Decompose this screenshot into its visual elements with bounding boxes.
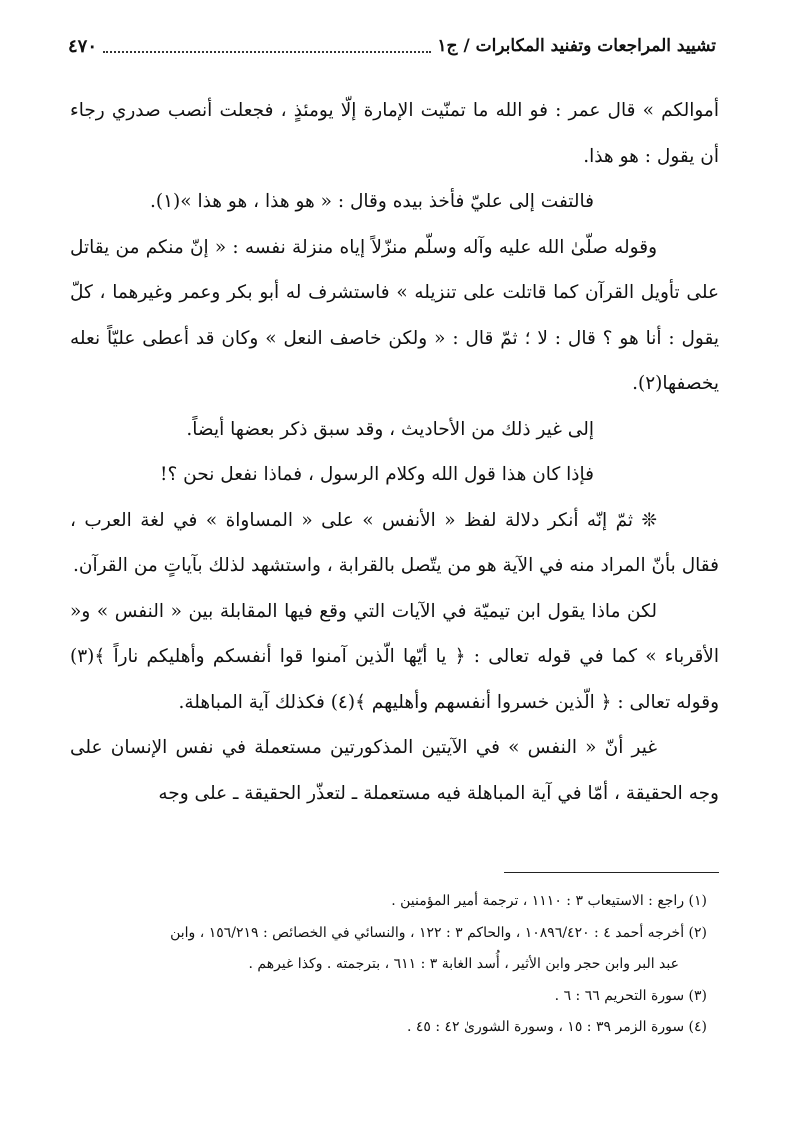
main-text bbox=[70, 88, 719, 816]
running-title: تشييد المراجعات وتفنيد المكابرات / ج١ bbox=[437, 36, 716, 56]
paragraph: أموالكم » قال عمر : فو الله ما تمنّيت الإمارة إلّا يومئذٍ ، فجعلت أنصب صدري رجاء أن يقول : هو هذا. bbox=[70, 100, 719, 167]
footnote: (٢) أخرجه أحمد ٤ : ١٠٨٩٦/٤٢٠ ، والحاكم ٣ : ١٢٢ ، والنسائي في الخصائص : ١٥٦/٢١٩ ، وابن bbox=[170, 924, 707, 941]
leader-dots bbox=[103, 51, 431, 53]
paragraph: لكن ماذا يقول ابن تيميّة في الآيات التي وقع فيها المقابلة بين « النفس » و« الأقرباء » كما في قوله تعالى : ﴿ يا أيّها الّذين آمنوا قوا أنفسكم وأهليكم ناراً ﴾(٣) وقوله تعالى : ﴿ الّذين خسروا أنفسهم وأهليهم ﴾(٤) فكذلك آية المباهلة. bbox=[70, 600, 719, 713]
page-header bbox=[68, 30, 716, 62]
footnote-separator bbox=[504, 872, 719, 873]
footnote: (٣) سورة التحريم ٦٦ : ٦ . bbox=[554, 987, 707, 1004]
paragraph: ❊ ثمّ إنّه أنكر دلالة لفظ « الأنفس » على « المساواة » في لغة العرب ، فقال بأنّ المراد منه في الآية هو من يتّصل بالقرابة ، واستشهد لذلك بآياتٍ من القرآن. bbox=[70, 509, 719, 576]
paragraph: غير أنّ « النفس » في الآيتين المذكورتين مستعملة في نفس الإنسان على وجه الحقيقة ، أمّا في آية المباهلة فيه مستعملة ـ لتعذّر الحقيقة ـ على وجه bbox=[70, 737, 719, 804]
paragraph: فالتفت إلى عليّ فأخذ بيده وقال : « هو هذا ، هو هذا »(١). bbox=[149, 191, 594, 212]
page-number: ٤٧٠ bbox=[68, 35, 98, 57]
footnote: (٤) سورة الزمر ٣٩ : ١٥ ، وسورة الشورىٰ ٤٢ : ٤٥ . bbox=[406, 1019, 707, 1035]
footnote-continuation: عبد البر وابن حجر وابن الأثير ، أُسد الغابة ٣ : ٦١١ ، بترجمته . وكذا غيرهم . bbox=[248, 956, 679, 972]
footnotes bbox=[70, 886, 719, 1044]
paragraph: إلى غير ذلك من الأحاديث ، وقد سبق ذكر بعضها أيضاً. bbox=[186, 418, 594, 440]
footnote: (١) راجع : الاستيعاب ٣ : ١١١٠ ، ترجمة أمير المؤمنين . bbox=[391, 893, 707, 909]
paragraph: وقوله صلّىٰ الله عليه وآله وسلّم منزّلاً إياه منزلة نفسه : « إنّ منكم من يقاتل على تأويل القرآن كما قاتلت على تنزيله » فاستشرف له أبو بكر وعمر وغيرهما ، كلّ يقول : أنا هو ؟ قال : لا ؛ ثمّ قال : « ولكن خاصف النعل » وكان قد أعطى عليّاً نعله يخصفها(٢). bbox=[70, 236, 719, 394]
paragraph: فإذا كان هذا قول الله وكلام الرسول ، فماذا نفعل نحن ؟! bbox=[160, 464, 594, 485]
